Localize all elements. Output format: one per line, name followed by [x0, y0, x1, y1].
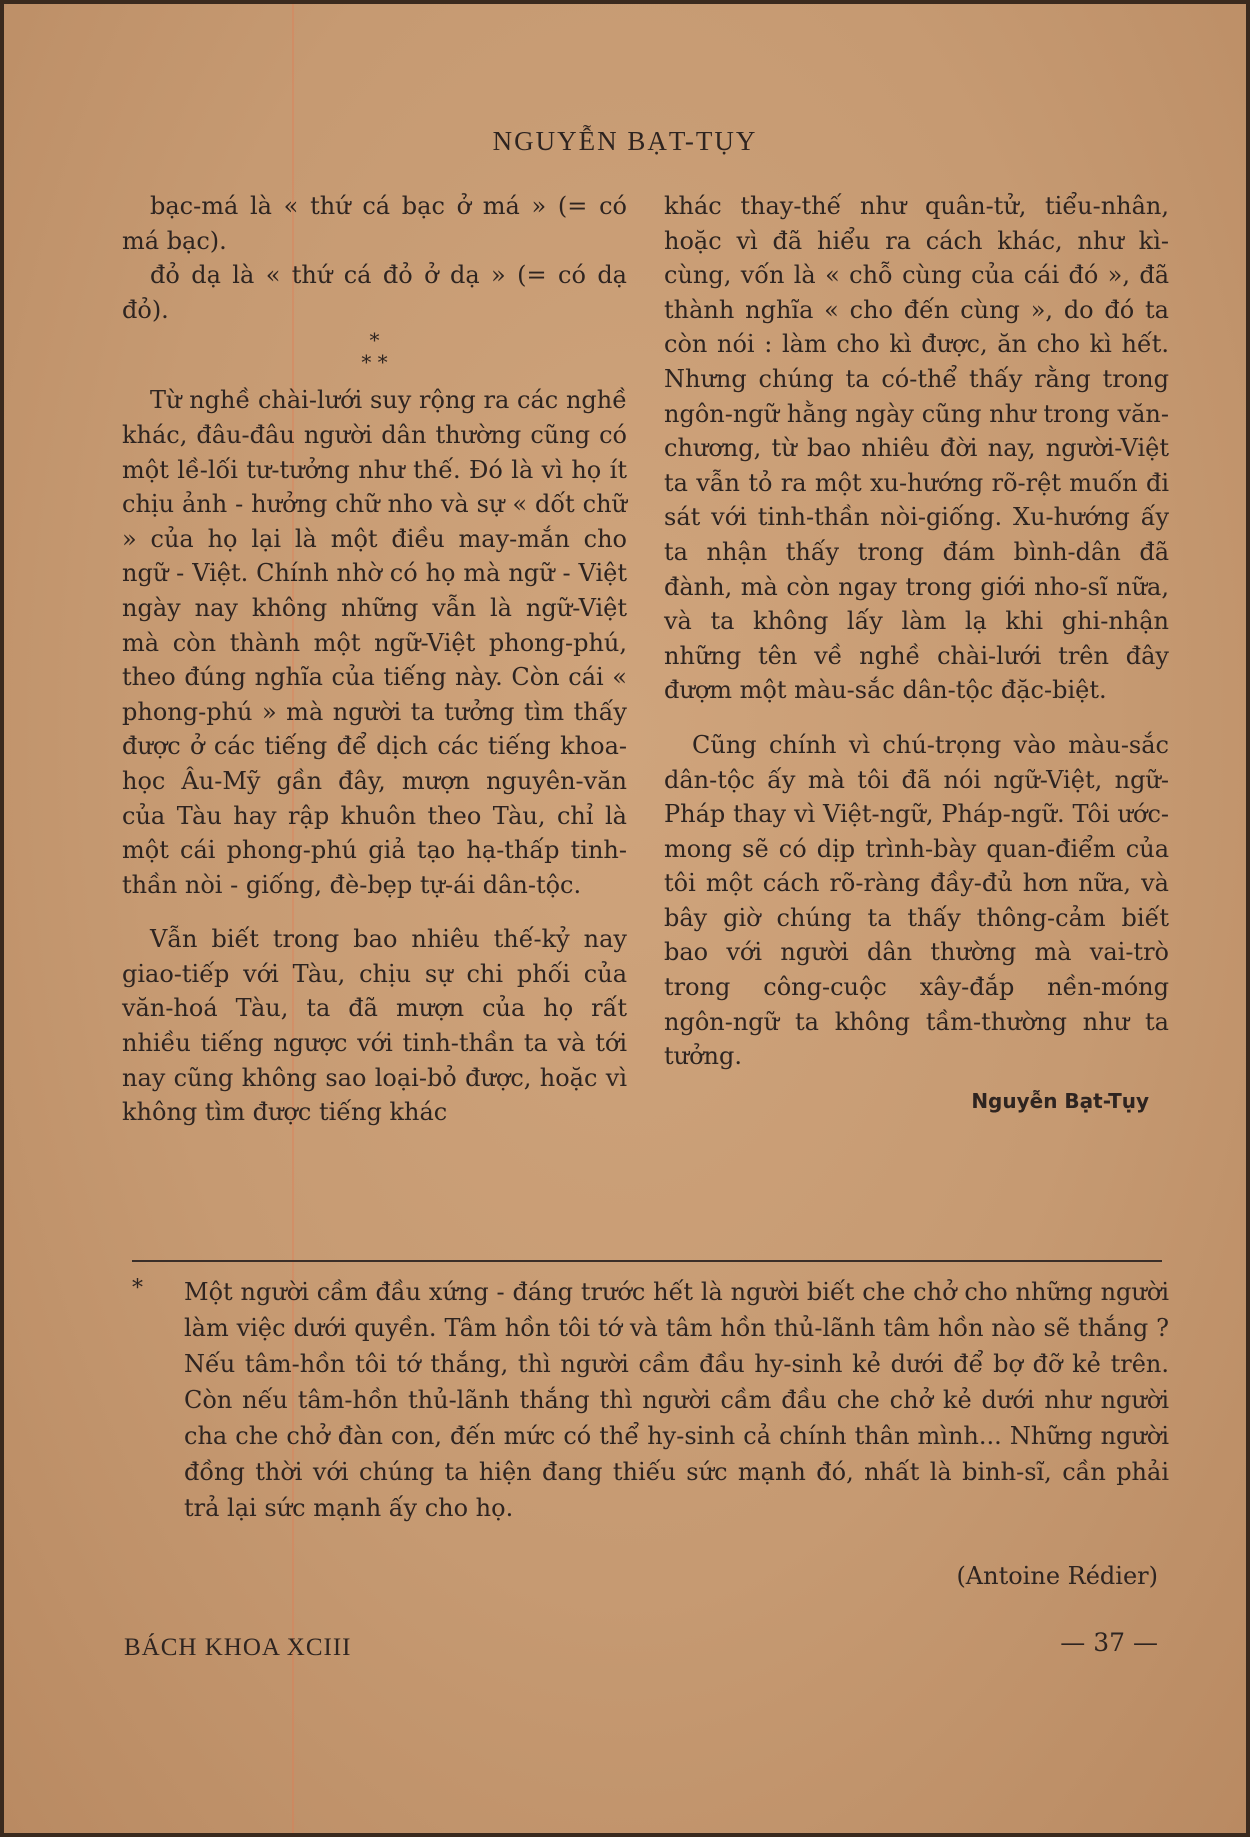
paragraph-bac-ma: bạc-má là « thứ cá bạc ở má » (= có má bạc).: [122, 192, 627, 255]
footnote-quote: Một người cầm đầu xứng - đáng trước hết là người biết che chở cho những người làm việc dưới quyền. Tâm hồn tôi tớ và tâm hồn thủ-lãnh tâm hồn nào sẽ thắng ? Nếu tâm-hồn tôi tớ thắng, thì người cầm đầu hy-sinh kẻ dưới để bợ đỡ kẻ trên. Còn nếu tâm-hồn thủ-lãnh thắng thì người cầm đầu che chở kẻ dưới như người cha che chở đàn con, đến mức có thể hy-sinh cả chính thân mình... Những người đồng thời với chúng ta hiện đang thiếu sức mạnh đó, nhất là binh-sĩ, cần phải trả lại sức mạnh ấy cho họ.: [184, 1278, 1169, 1522]
quote-author: (Antoine Rédier): [956, 1562, 1158, 1590]
paragraph-nghe-chai-luoi: Từ nghề chài-lưới suy rộng ra các nghề khác, đâu-đâu người dân thường cũng có một lề-lối tư-tưởng như thế. Đó là vì họ ít chịu ảnh - hưởng chữ nho và sự « dốt chữ » của họ lại là một điều may-mắn cho ngữ - Việt. Chính nhờ có họ mà ngữ - Việt ngày nay không những vẫn là ngữ-Việt mà còn thành một ngữ-Việt phong-phú, theo đúng nghĩa của tiếng này. Còn cái « phong-phú » mà người ta tưởng tìm thấy được ở các tiếng để dịch các tiếng khoa-học Âu-Mỹ gần đây, mượn nguyên-văn của Tàu hay rập khuôn theo Tàu, chỉ là một cái phong-phú giả tạo hạ-thấp tinh-thần nòi - giống, đè-bẹp tự-ái dân-tộc.: [122, 386, 627, 899]
section-separator-asterisks: * * *: [361, 328, 388, 375]
page: [4, 4, 1246, 1833]
footnote-marker: *: [132, 1276, 143, 1301]
paragraph-cung-chinh-vi: Cũng chính vì chú-trọng vào màu-sắc dân-tộc ấy mà tôi đã nói ngữ-Việt, ngữ-Pháp thay vì Việt-ngữ, Pháp-ngữ. Tôi ước-mong sẽ có dịp trình-bày quan-điểm của tôi một cách rõ-ràng đầy-đủ hơn nữa, và bây giờ chúng ta thấy thông-cảm biết bao với người dân thường mà vai-trò trong công-cuộc xây-đắp nền-móng ngôn-ngữ ta không tầm-thường như ta tưởng.: [664, 730, 1169, 1071]
running-header: NGUYỄN BẠT-TỤY: [492, 126, 758, 156]
footnote-divider: [132, 1260, 1162, 1262]
article-signature: Nguyễn Bạt-Tụy: [971, 1088, 1149, 1113]
page-number: — 37 —: [1060, 1628, 1158, 1657]
paragraph-van-biet: Vẫn biết trong bao nhiêu thế-kỷ nay giao-tiếp với Tàu, chịu sự chi phối của văn-hoá Tàu, ta đã mượn của họ rất nhiều tiếng ngược với tinh-thần ta và tới nay cũng không sao loại-bỏ được, hoặc vì không tìm được tiếng khác: [122, 925, 627, 1127]
paragraph-do-da: đỏ dạ là « thứ cá đỏ ở dạ » (= có dạ đỏ).: [122, 261, 627, 324]
publication-name: BÁCH KHOA XCIII: [124, 1634, 352, 1661]
left-column: [122, 189, 627, 1130]
right-column: [664, 189, 1169, 1118]
paragraph-continuation: khác thay-thế như quân-tử, tiểu-nhân, hoặc vì đã hiểu ra cách khác, như kì-cùng, vốn là « chỗ cùng của cái đó », đã thành nghĩa « cho đến cùng », do đó ta còn nói : làm cho kì được, ăn cho kì hết. Nhưng chúng ta có-thể thấy rằng trong ngôn-ngữ hằng ngày cũng như trong văn-chương, từ bao nhiêu đời nay, người-Việt ta vẫn tỏ ra một xu-hướng rõ-rệt muốn đi sát với tinh-thần nòi-giống. Xu-hướng ấy ta nhận thấy trong đám bình-dân đã đành, mà còn ngay trong giới nho-sĩ nữa, và ta không lấy làm lạ khi ghi-nhận những tên về nghề chài-lưới trên đây đượm một màu-sắc dân-tộc đặc-biệt.: [664, 192, 1169, 705]
